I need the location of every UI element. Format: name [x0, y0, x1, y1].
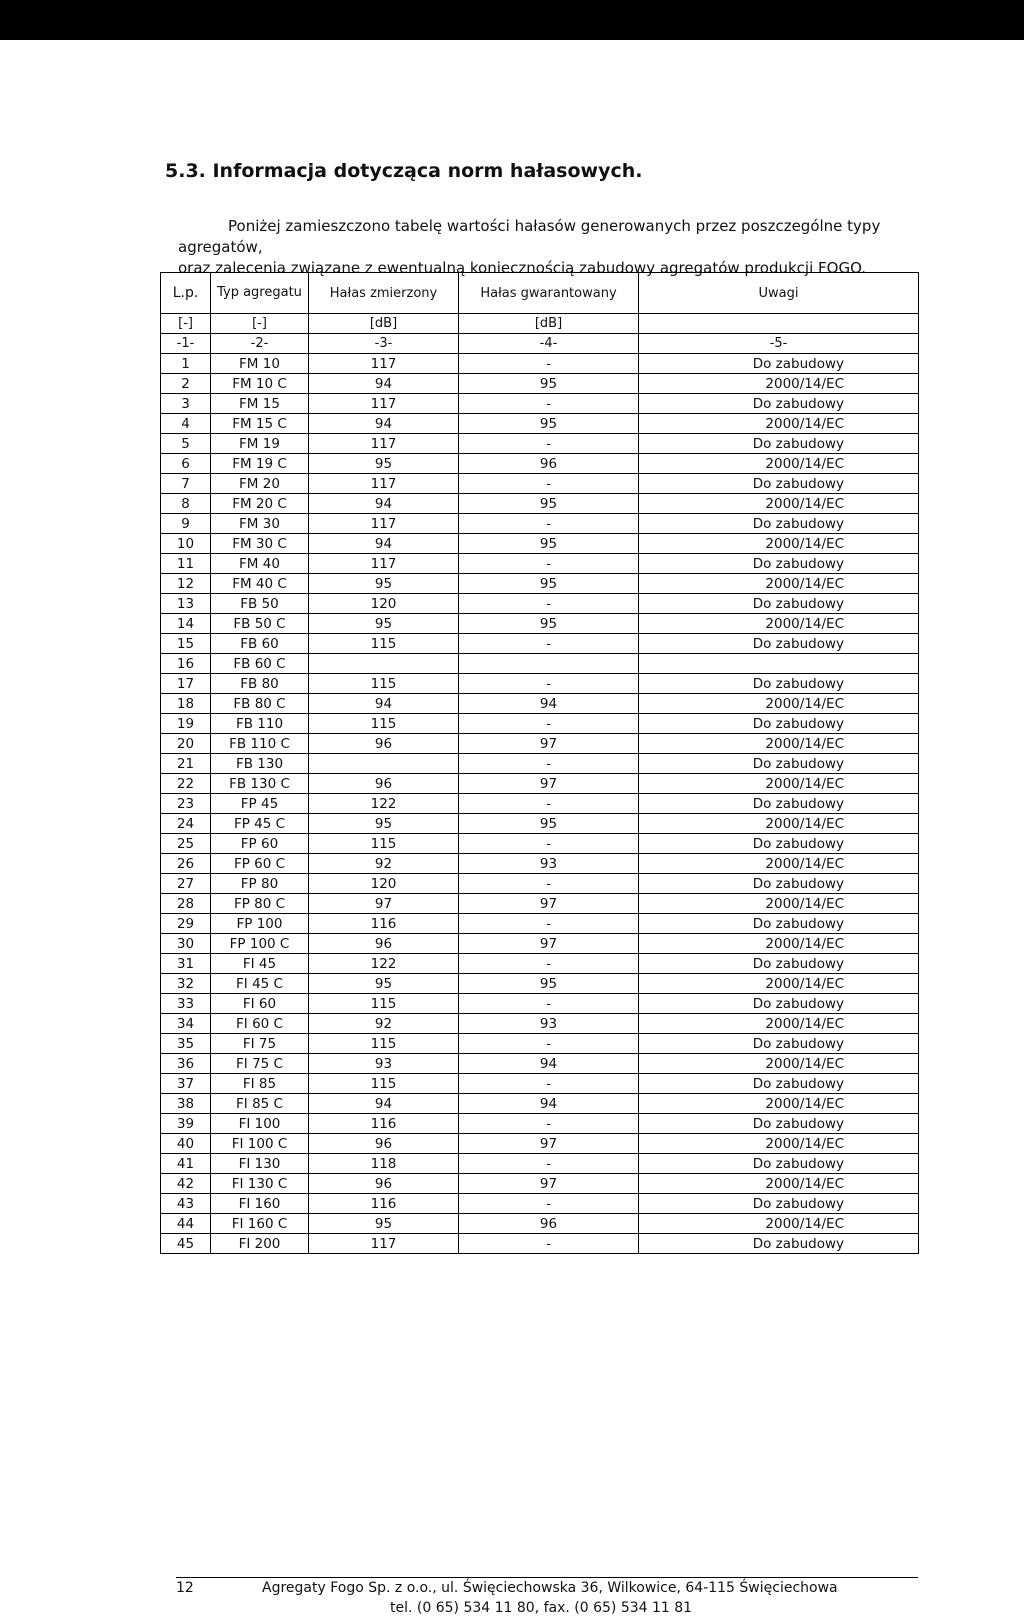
table-row: [161, 534, 919, 554]
cell-type: FI 75 C: [211, 1054, 309, 1074]
cell-lp: 40: [161, 1134, 211, 1154]
table-row: [161, 414, 919, 434]
cell-notes: 2000/14/EC: [639, 1214, 919, 1234]
cell-type: FP 60 C: [211, 854, 309, 874]
cell-guaranteed: 97: [459, 1174, 639, 1194]
cell-notes: 2000/14/EC: [639, 1094, 919, 1114]
cell-notes: 2000/14/EC: [639, 614, 919, 634]
cell-notes: Do zabudowy: [639, 914, 919, 934]
cell-lp: 19: [161, 714, 211, 734]
table-row: [161, 494, 919, 514]
table-body: [161, 354, 919, 1254]
cell-notes: 2000/14/EC: [639, 734, 919, 754]
cell-guaranteed: 97: [459, 934, 639, 954]
cell-lp: 11: [161, 554, 211, 574]
cell-lp: 29: [161, 914, 211, 934]
table-row: [161, 754, 919, 774]
cell-lp: 4: [161, 414, 211, 434]
colnum-cell: -1-: [161, 334, 211, 354]
cell-guaranteed: 97: [459, 774, 639, 794]
cell-notes: 2000/14/EC: [639, 534, 919, 554]
cell-guaranteed: 96: [459, 454, 639, 474]
table-row: [161, 834, 919, 854]
table-row: [161, 1074, 919, 1094]
cell-notes: Do zabudowy: [639, 714, 919, 734]
cell-measured: 122: [309, 954, 459, 974]
cell-lp: 30: [161, 934, 211, 954]
cell-type: FM 10 C: [211, 374, 309, 394]
cell-guaranteed: -: [459, 474, 639, 494]
cell-measured: 115: [309, 994, 459, 1014]
cell-lp: 5: [161, 434, 211, 454]
cell-type: FB 130 C: [211, 774, 309, 794]
cell-lp: 25: [161, 834, 211, 854]
cell-lp: 34: [161, 1014, 211, 1034]
footer-contact: tel. (0 65) 534 11 80, fax. (0 65) 534 11 81: [390, 1600, 693, 1616]
cell-type: FB 50 C: [211, 614, 309, 634]
cell-guaranteed: 97: [459, 1134, 639, 1154]
cell-type: FP 80 C: [211, 894, 309, 914]
cell-measured: 94: [309, 414, 459, 434]
cell-type: FI 45 C: [211, 974, 309, 994]
cell-guaranteed: 95: [459, 534, 639, 554]
cell-notes: 2000/14/EC: [639, 414, 919, 434]
cell-guaranteed: -: [459, 434, 639, 454]
cell-lp: 44: [161, 1214, 211, 1234]
cell-guaranteed: 93: [459, 1014, 639, 1034]
cell-notes: Do zabudowy: [639, 394, 919, 414]
cell-measured: 117: [309, 1234, 459, 1254]
cell-guaranteed: -: [459, 394, 639, 414]
cell-guaranteed: 95: [459, 574, 639, 594]
table-row: [161, 694, 919, 714]
cell-measured: 96: [309, 1174, 459, 1194]
table-row: [161, 434, 919, 454]
footer-rule: [176, 1577, 918, 1578]
cell-type: FI 85: [211, 1074, 309, 1094]
header-notes: Uwagi: [639, 273, 919, 314]
cell-notes: Do zabudowy: [639, 1034, 919, 1054]
table-row: [161, 1094, 919, 1114]
table-row: [161, 614, 919, 634]
cell-lp: 43: [161, 1194, 211, 1214]
cell-lp: 23: [161, 794, 211, 814]
header-guaranteed: Hałas gwarantowany: [459, 273, 639, 314]
cell-lp: 38: [161, 1094, 211, 1114]
scan-top-band: [0, 0, 1024, 40]
cell-notes: 2000/14/EC: [639, 814, 919, 834]
table-row: [161, 734, 919, 754]
table-row: [161, 914, 919, 934]
table-row: [161, 674, 919, 694]
cell-type: FI 200: [211, 1234, 309, 1254]
table-row: [161, 854, 919, 874]
cell-notes: Do zabudowy: [639, 1234, 919, 1254]
cell-guaranteed: 96: [459, 1214, 639, 1234]
cell-type: FB 130: [211, 754, 309, 774]
table-row: [161, 474, 919, 494]
cell-lp: 9: [161, 514, 211, 534]
cell-lp: 8: [161, 494, 211, 514]
cell-type: FM 15 C: [211, 414, 309, 434]
cell-notes: 2000/14/EC: [639, 1014, 919, 1034]
cell-notes: 2000/14/EC: [639, 694, 919, 714]
cell-measured: 92: [309, 1014, 459, 1034]
cell-measured: 117: [309, 354, 459, 374]
cell-type: FI 160: [211, 1194, 309, 1214]
unit-cell: [639, 314, 919, 334]
table-row: [161, 1114, 919, 1134]
cell-notes: [639, 654, 919, 674]
table-row: [161, 574, 919, 594]
table-row: [161, 1234, 919, 1254]
cell-guaranteed: 94: [459, 1094, 639, 1114]
cell-lp: 41: [161, 1154, 211, 1174]
cell-measured: [309, 654, 459, 674]
cell-guaranteed: 95: [459, 974, 639, 994]
cell-guaranteed: -: [459, 354, 639, 374]
cell-notes: Do zabudowy: [639, 994, 919, 1014]
cell-type: FI 160 C: [211, 1214, 309, 1234]
cell-type: FI 130: [211, 1154, 309, 1174]
cell-guaranteed: 95: [459, 494, 639, 514]
cell-lp: 45: [161, 1234, 211, 1254]
header-typ: Typ agregatu: [211, 273, 309, 314]
cell-type: FI 60 C: [211, 1014, 309, 1034]
cell-notes: 2000/14/EC: [639, 494, 919, 514]
noise-table: [160, 272, 919, 1254]
footer-address: Agregaty Fogo Sp. z o.o., ul. Święciechowska 36, Wilkowice, 64-115 Święciechowa: [262, 1580, 838, 1596]
cell-notes: Do zabudowy: [639, 354, 919, 374]
cell-measured: 117: [309, 434, 459, 454]
cell-guaranteed: -: [459, 874, 639, 894]
cell-guaranteed: 94: [459, 694, 639, 714]
cell-type: FM 20: [211, 474, 309, 494]
cell-lp: 42: [161, 1174, 211, 1194]
cell-measured: 95: [309, 614, 459, 634]
cell-measured: 95: [309, 454, 459, 474]
table-row: [161, 554, 919, 574]
cell-notes: 2000/14/EC: [639, 854, 919, 874]
cell-guaranteed: [459, 654, 639, 674]
cell-notes: 2000/14/EC: [639, 934, 919, 954]
cell-type: FB 110 C: [211, 734, 309, 754]
cell-type: FB 80: [211, 674, 309, 694]
cell-guaranteed: 95: [459, 814, 639, 834]
cell-guaranteed: 94: [459, 1054, 639, 1074]
cell-guaranteed: -: [459, 1194, 639, 1214]
cell-lp: 10: [161, 534, 211, 554]
cell-measured: 95: [309, 974, 459, 994]
cell-type: FI 100 C: [211, 1134, 309, 1154]
unit-cell: [dB]: [459, 314, 639, 334]
cell-measured: 96: [309, 734, 459, 754]
cell-type: FI 100: [211, 1114, 309, 1134]
cell-guaranteed: -: [459, 1074, 639, 1094]
table-row: [161, 934, 919, 954]
cell-type: FB 80 C: [211, 694, 309, 714]
cell-measured: 95: [309, 574, 459, 594]
cell-measured: [309, 754, 459, 774]
cell-type: FM 40: [211, 554, 309, 574]
cell-lp: 33: [161, 994, 211, 1014]
table-row: [161, 594, 919, 614]
table-units-row: [161, 314, 919, 334]
colnum-cell: -5-: [639, 334, 919, 354]
cell-type: FB 60: [211, 634, 309, 654]
table-row: [161, 1214, 919, 1234]
cell-notes: Do zabudowy: [639, 1154, 919, 1174]
cell-notes: Do zabudowy: [639, 954, 919, 974]
cell-measured: 94: [309, 1094, 459, 1114]
cell-type: FP 100: [211, 914, 309, 934]
page-number: 12: [176, 1580, 194, 1596]
cell-lp: 28: [161, 894, 211, 914]
cell-lp: 27: [161, 874, 211, 894]
cell-type: FB 50: [211, 594, 309, 614]
cell-lp: 15: [161, 634, 211, 654]
cell-type: FP 45: [211, 794, 309, 814]
cell-measured: 116: [309, 1114, 459, 1134]
table-row: [161, 354, 919, 374]
cell-lp: 17: [161, 674, 211, 694]
table-colnum-row: [161, 334, 919, 354]
cell-type: FP 45 C: [211, 814, 309, 834]
cell-guaranteed: -: [459, 634, 639, 654]
cell-type: FM 20 C: [211, 494, 309, 514]
cell-measured: 117: [309, 514, 459, 534]
cell-lp: 37: [161, 1074, 211, 1094]
cell-lp: 14: [161, 614, 211, 634]
cell-measured: 94: [309, 694, 459, 714]
cell-type: FM 30: [211, 514, 309, 534]
table-row: [161, 1154, 919, 1174]
cell-notes: Do zabudowy: [639, 594, 919, 614]
cell-type: FM 19 C: [211, 454, 309, 474]
table-row: [161, 1194, 919, 1214]
table-row: [161, 1174, 919, 1194]
cell-notes: Do zabudowy: [639, 754, 919, 774]
intro-line-2: oraz zalecenia związane z ewentualną koniecznością zabudowy agregatów produkcji FOGO.: [178, 259, 867, 277]
unit-cell: [-]: [161, 314, 211, 334]
intro-paragraph: [178, 216, 968, 279]
header-measured: Hałas zmierzony: [309, 273, 459, 314]
cell-guaranteed: 95: [459, 414, 639, 434]
table-row: [161, 1054, 919, 1074]
cell-lp: 13: [161, 594, 211, 614]
cell-guaranteed: -: [459, 674, 639, 694]
cell-lp: 36: [161, 1054, 211, 1074]
cell-type: FI 85 C: [211, 1094, 309, 1114]
cell-measured: 117: [309, 394, 459, 414]
cell-notes: Do zabudowy: [639, 1194, 919, 1214]
cell-guaranteed: -: [459, 834, 639, 854]
table-header-row: [161, 273, 919, 314]
cell-notes: 2000/14/EC: [639, 454, 919, 474]
cell-measured: 122: [309, 794, 459, 814]
cell-notes: 2000/14/EC: [639, 974, 919, 994]
cell-type: FM 19: [211, 434, 309, 454]
colnum-cell: -4-: [459, 334, 639, 354]
cell-guaranteed: -: [459, 1034, 639, 1054]
cell-lp: 6: [161, 454, 211, 474]
cell-lp: 32: [161, 974, 211, 994]
cell-notes: Do zabudowy: [639, 434, 919, 454]
cell-notes: 2000/14/EC: [639, 774, 919, 794]
cell-type: FP 100 C: [211, 934, 309, 954]
cell-notes: Do zabudowy: [639, 794, 919, 814]
cell-notes: 2000/14/EC: [639, 1134, 919, 1154]
cell-guaranteed: -: [459, 954, 639, 974]
cell-measured: 118: [309, 1154, 459, 1174]
cell-notes: Do zabudowy: [639, 1114, 919, 1134]
cell-notes: Do zabudowy: [639, 514, 919, 534]
table-row: [161, 374, 919, 394]
cell-notes: 2000/14/EC: [639, 1054, 919, 1074]
cell-notes: Do zabudowy: [639, 874, 919, 894]
cell-measured: 94: [309, 534, 459, 554]
cell-measured: 96: [309, 774, 459, 794]
cell-measured: 120: [309, 874, 459, 894]
cell-measured: 92: [309, 854, 459, 874]
cell-notes: Do zabudowy: [639, 674, 919, 694]
cell-measured: 115: [309, 634, 459, 654]
cell-type: FI 45: [211, 954, 309, 974]
section-heading: 5.3. Informacja dotycząca norm hałasowych.: [165, 160, 643, 182]
cell-notes: 2000/14/EC: [639, 1174, 919, 1194]
cell-lp: 3: [161, 394, 211, 414]
cell-guaranteed: -: [459, 754, 639, 774]
cell-lp: 24: [161, 814, 211, 834]
cell-type: FI 60: [211, 994, 309, 1014]
cell-guaranteed: 95: [459, 374, 639, 394]
cell-measured: 117: [309, 554, 459, 574]
cell-guaranteed: -: [459, 794, 639, 814]
cell-lp: 21: [161, 754, 211, 774]
cell-lp: 2: [161, 374, 211, 394]
cell-measured: 95: [309, 1214, 459, 1234]
table-row: [161, 814, 919, 834]
cell-measured: 116: [309, 1194, 459, 1214]
cell-type: FB 60 C: [211, 654, 309, 674]
cell-guaranteed: 95: [459, 614, 639, 634]
table-row: [161, 1014, 919, 1034]
cell-notes: Do zabudowy: [639, 634, 919, 654]
cell-type: FI 75: [211, 1034, 309, 1054]
cell-type: FM 15: [211, 394, 309, 414]
cell-guaranteed: -: [459, 994, 639, 1014]
cell-measured: 116: [309, 914, 459, 934]
cell-type: FM 30 C: [211, 534, 309, 554]
cell-type: FM 40 C: [211, 574, 309, 594]
cell-measured: 97: [309, 894, 459, 914]
cell-guaranteed: -: [459, 514, 639, 534]
table-row: [161, 394, 919, 414]
cell-measured: 115: [309, 834, 459, 854]
colnum-cell: -3-: [309, 334, 459, 354]
cell-lp: 18: [161, 694, 211, 714]
cell-guaranteed: -: [459, 914, 639, 934]
cell-notes: Do zabudowy: [639, 474, 919, 494]
cell-notes: Do zabudowy: [639, 554, 919, 574]
cell-lp: 31: [161, 954, 211, 974]
table-row: [161, 454, 919, 474]
cell-measured: 120: [309, 594, 459, 614]
cell-notes: Do zabudowy: [639, 834, 919, 854]
table-row: [161, 974, 919, 994]
cell-measured: 115: [309, 1074, 459, 1094]
unit-cell: [dB]: [309, 314, 459, 334]
table-row: [161, 714, 919, 734]
cell-guaranteed: 97: [459, 734, 639, 754]
cell-lp: 35: [161, 1034, 211, 1054]
cell-type: FB 110: [211, 714, 309, 734]
table-row: [161, 1034, 919, 1054]
table-row: [161, 634, 919, 654]
cell-lp: 26: [161, 854, 211, 874]
table-row: [161, 1134, 919, 1154]
cell-guaranteed: 97: [459, 894, 639, 914]
cell-guaranteed: -: [459, 594, 639, 614]
cell-guaranteed: 93: [459, 854, 639, 874]
cell-lp: 16: [161, 654, 211, 674]
cell-notes: 2000/14/EC: [639, 374, 919, 394]
table-row: [161, 774, 919, 794]
table-row: [161, 954, 919, 974]
table-row: [161, 994, 919, 1014]
cell-lp: 22: [161, 774, 211, 794]
table-row: [161, 514, 919, 534]
cell-measured: 93: [309, 1054, 459, 1074]
cell-lp: 20: [161, 734, 211, 754]
intro-line-1: Poniżej zamieszczono tabelę wartości hałasów generowanych przez poszczególne typy agregatów,: [178, 217, 881, 256]
table-row: [161, 894, 919, 914]
cell-measured: 94: [309, 374, 459, 394]
cell-measured: 115: [309, 1034, 459, 1054]
cell-type: FM 10: [211, 354, 309, 374]
unit-cell: [-]: [211, 314, 309, 334]
header-lp: L.p.: [161, 273, 211, 314]
cell-guaranteed: -: [459, 1154, 639, 1174]
cell-measured: 96: [309, 1134, 459, 1154]
cell-measured: 94: [309, 494, 459, 514]
table-row: [161, 794, 919, 814]
cell-guaranteed: -: [459, 1234, 639, 1254]
cell-measured: 96: [309, 934, 459, 954]
cell-type: FP 60: [211, 834, 309, 854]
cell-notes: 2000/14/EC: [639, 894, 919, 914]
cell-guaranteed: -: [459, 1114, 639, 1134]
cell-measured: 95: [309, 814, 459, 834]
cell-guaranteed: -: [459, 554, 639, 574]
table-row: [161, 654, 919, 674]
cell-measured: 115: [309, 674, 459, 694]
cell-notes: Do zabudowy: [639, 1074, 919, 1094]
cell-measured: 115: [309, 714, 459, 734]
cell-lp: 7: [161, 474, 211, 494]
cell-lp: 12: [161, 574, 211, 594]
cell-lp: 1: [161, 354, 211, 374]
cell-lp: 39: [161, 1114, 211, 1134]
colnum-cell: -2-: [211, 334, 309, 354]
cell-type: FP 80: [211, 874, 309, 894]
cell-notes: 2000/14/EC: [639, 574, 919, 594]
cell-guaranteed: -: [459, 714, 639, 734]
table-row: [161, 874, 919, 894]
cell-measured: 117: [309, 474, 459, 494]
cell-type: FI 130 C: [211, 1174, 309, 1194]
